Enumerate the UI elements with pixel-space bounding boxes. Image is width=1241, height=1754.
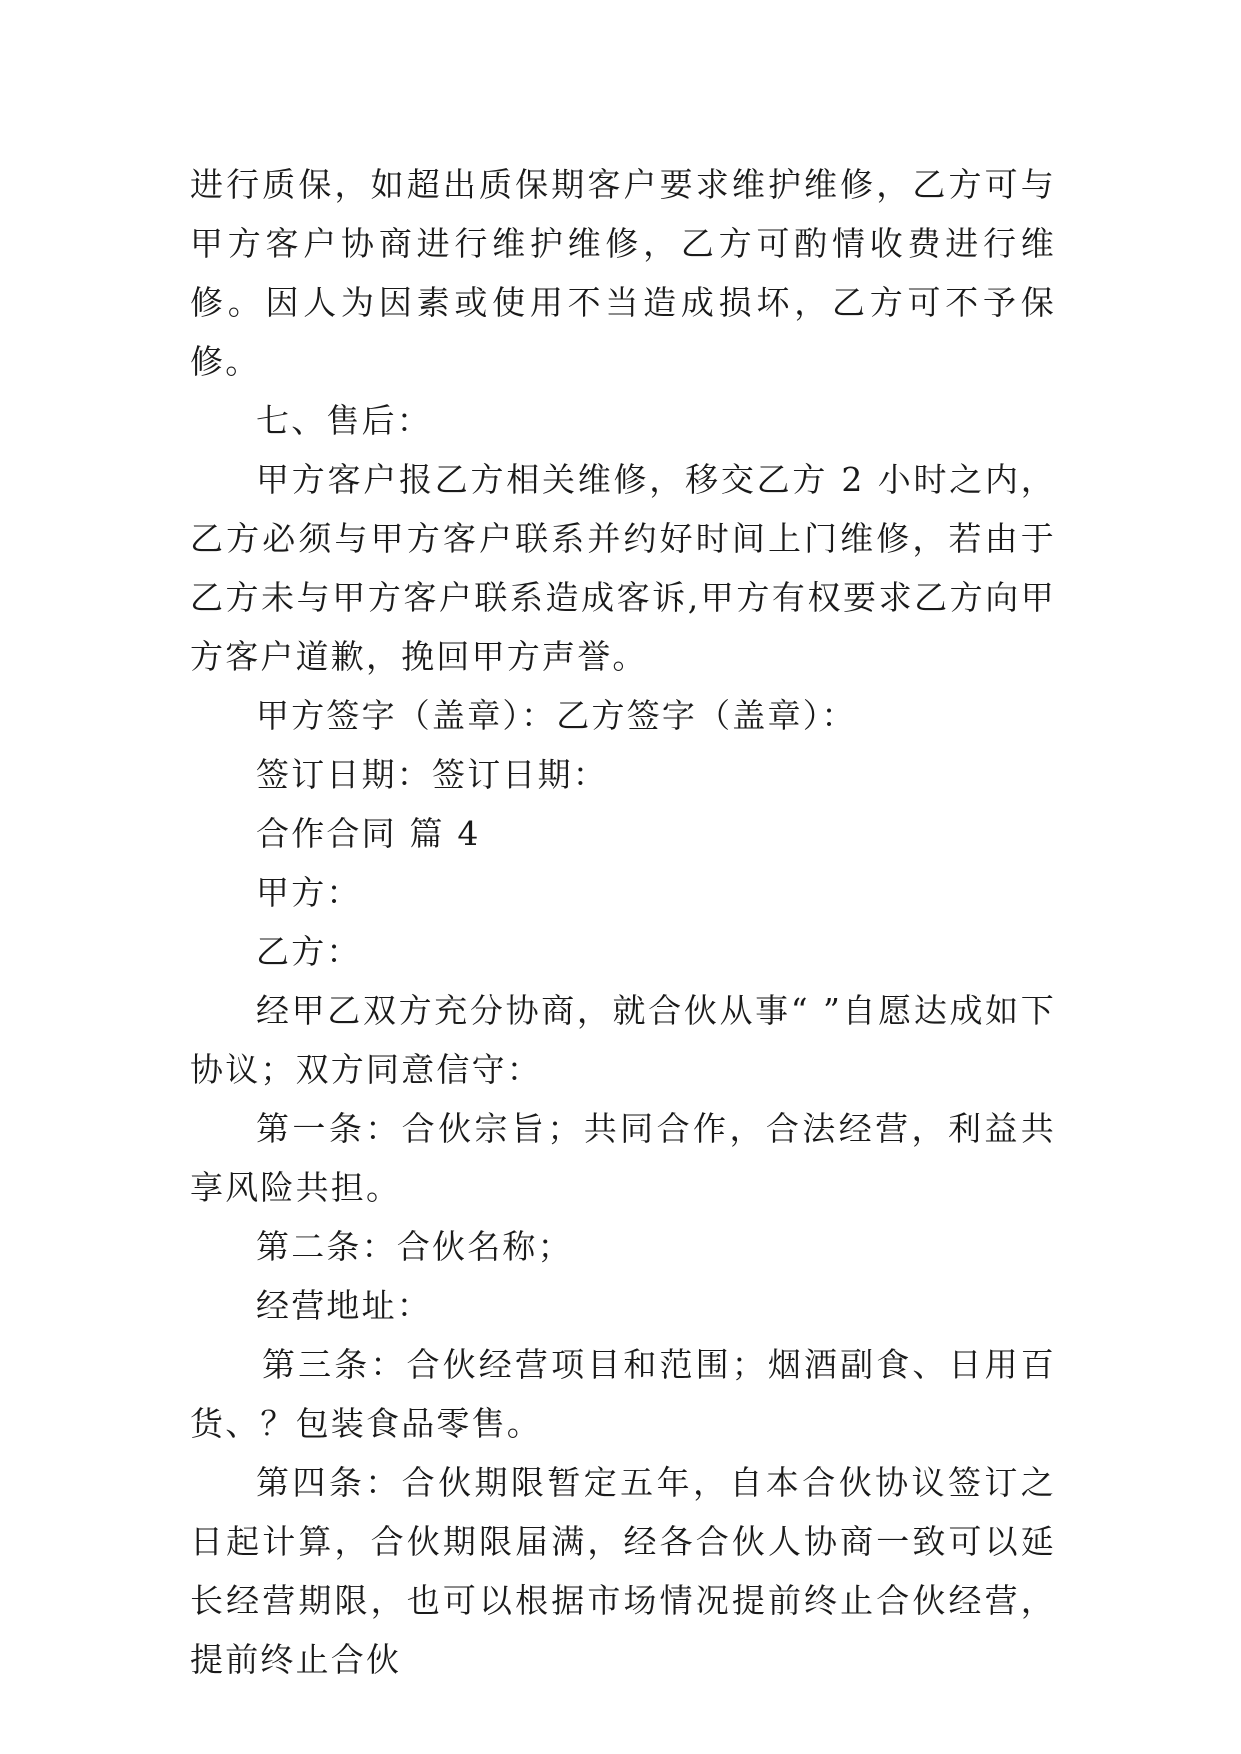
article-3: 第三条：合伙经营项目和范围；烟酒副食、日用百货、？包装食品零售。 [190,1345,1056,1443]
article-2: 第二条：合伙名称； [256,1227,573,1266]
paragraph-after-sales: 甲方客户报乙方相关维修，移交乙方 2 小时之内，乙方必须与甲方客户联系并约好时间上门维修，若由于乙方未与甲方客户联系造成客诉,甲方有权要求乙方向甲方客户道歉，挽回甲方声誉。 [190,460,1056,676]
heading-after-sales: 七、售后： [256,401,432,440]
contract-title: 合作合同 篇 4 [256,814,481,853]
article-1: 第一条：合伙宗旨；共同合作，合法经营，利益共享风险共担。 [190,1109,1056,1207]
party-a-line: 甲方： [256,873,362,912]
article-4: 第四条：合伙期限暂定五年，自本合伙协议签订之日起计算，合伙期限届满，经各合伙人协商一致可以延长经营期限，也可以根据市场情况提前终止合伙经营，提前终止合伙 [190,1463,1056,1679]
party-b-line: 乙方： [256,932,362,971]
business-address-line: 经营地址： [256,1286,432,1325]
signature-line: 甲方签字（盖章）：乙方签字（盖章）： [256,696,857,735]
paragraph-agreement-intro: 经甲乙双方充分协商，就合伙从事“ ”自愿达成如下协议；双方同意信守： [190,991,1056,1089]
paragraph-warranty-continued: 进行质保，如超出质保期客户要求维护维修，乙方可与甲方客户协商进行维护维修，乙方可酌情收费进行维修。因人为因素或使用不当造成损坏，乙方可不予保修。 [190,165,1056,381]
document-body [190,155,1056,1689]
signing-date-line: 签订日期：签订日期： [256,755,608,794]
